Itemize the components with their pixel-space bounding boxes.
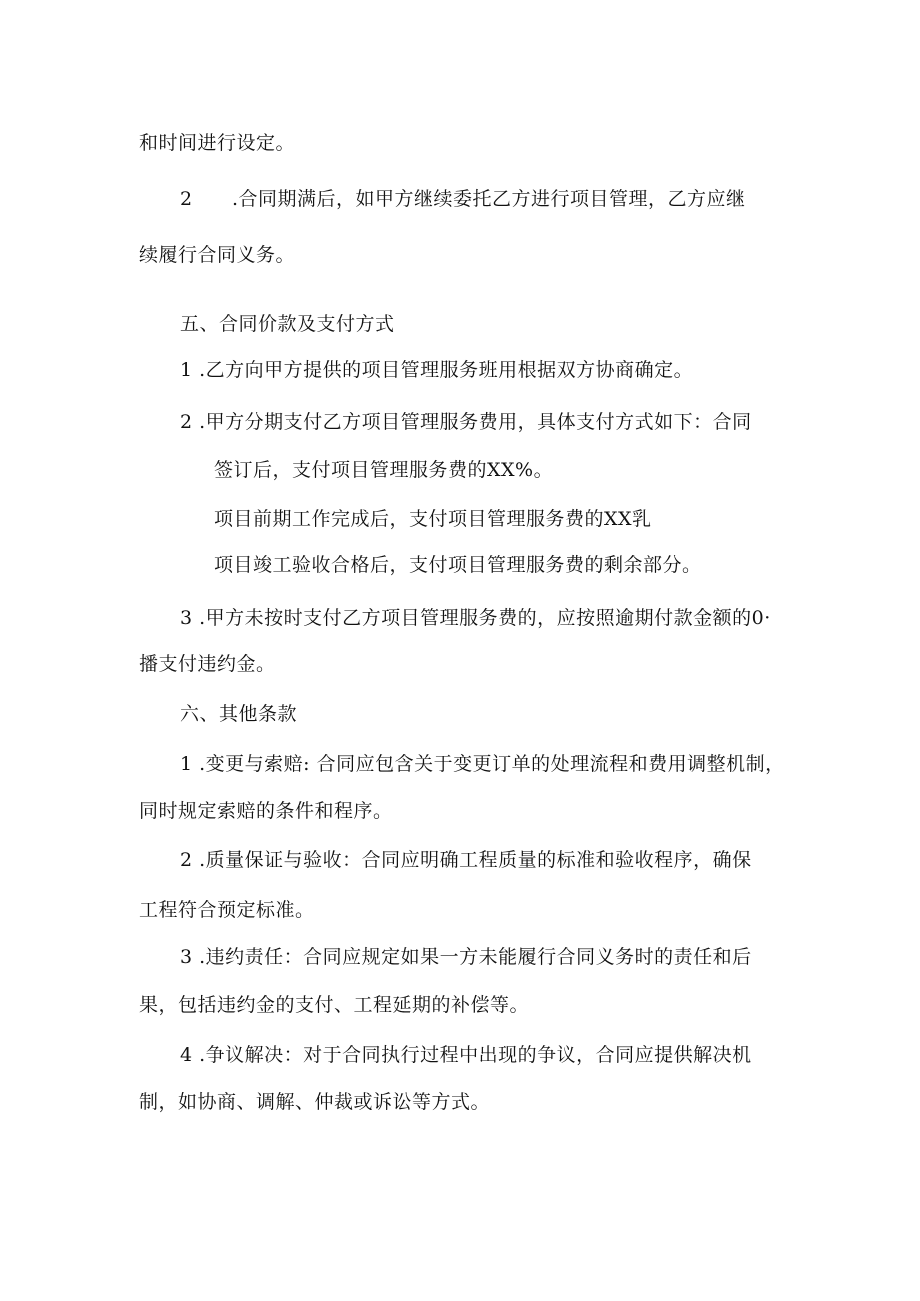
text-line: 项目前期工作完成后，支付项目管理服务费的XX乳	[214, 508, 652, 530]
text-line: 3 .违约责任：合同应规定如果一方未能履行合同义务时的责任和后	[180, 946, 752, 968]
text-line: 和时间进行设定。	[139, 132, 296, 154]
text-line: 制，如协商、调解、仲裁或诉讼等方式。	[139, 1091, 491, 1113]
text-line: 2 .质量保证与验收：合同应明确工程质量的标准和验收程序，确保	[180, 849, 752, 871]
section-heading: 六、其他条款	[180, 703, 298, 725]
text-line: 续履行合同义务。	[139, 244, 296, 266]
text-line: 工程符合预定标准。	[139, 899, 315, 921]
text-line: 项目竣工验收合格后，支付项目管理服务费的剩余部分。	[214, 554, 702, 576]
text-line: 签订后，支付项目管理服务费的XX%。	[214, 459, 554, 481]
text-line: 果，包括违约金的支付、工程延期的补偿等。	[139, 994, 530, 1016]
text-line: 同时规定索赔的条件和程序。	[139, 800, 393, 822]
text-line: 3 .甲方未按时支付乙方项目管理服务费的，应按照逾期付款金额的0·	[180, 607, 771, 629]
text-line: .合同期满后，如甲方继续委托乙方进行项目管理，乙方应继	[232, 188, 746, 210]
text-line: 1 .乙方向甲方提供的项目管理服务班用根据双方协商确定。	[180, 359, 694, 381]
text-line: 1 .变更与索赔: 合同应包含关于变更订单的处理流程和费用调整机制，	[180, 753, 785, 775]
section-heading: 五、合同价款及支付方式	[180, 313, 395, 335]
text-line: 2 .甲方分期支付乙方项目管理服务费用，具体支付方式如下：合同	[180, 411, 752, 433]
list-number: 2	[180, 188, 193, 210]
text-line: 4 .争议解决：对于合同执行过程中出现的争议，合同应提供解决机	[180, 1044, 752, 1066]
text-line: 播支付违约金。	[139, 653, 276, 675]
